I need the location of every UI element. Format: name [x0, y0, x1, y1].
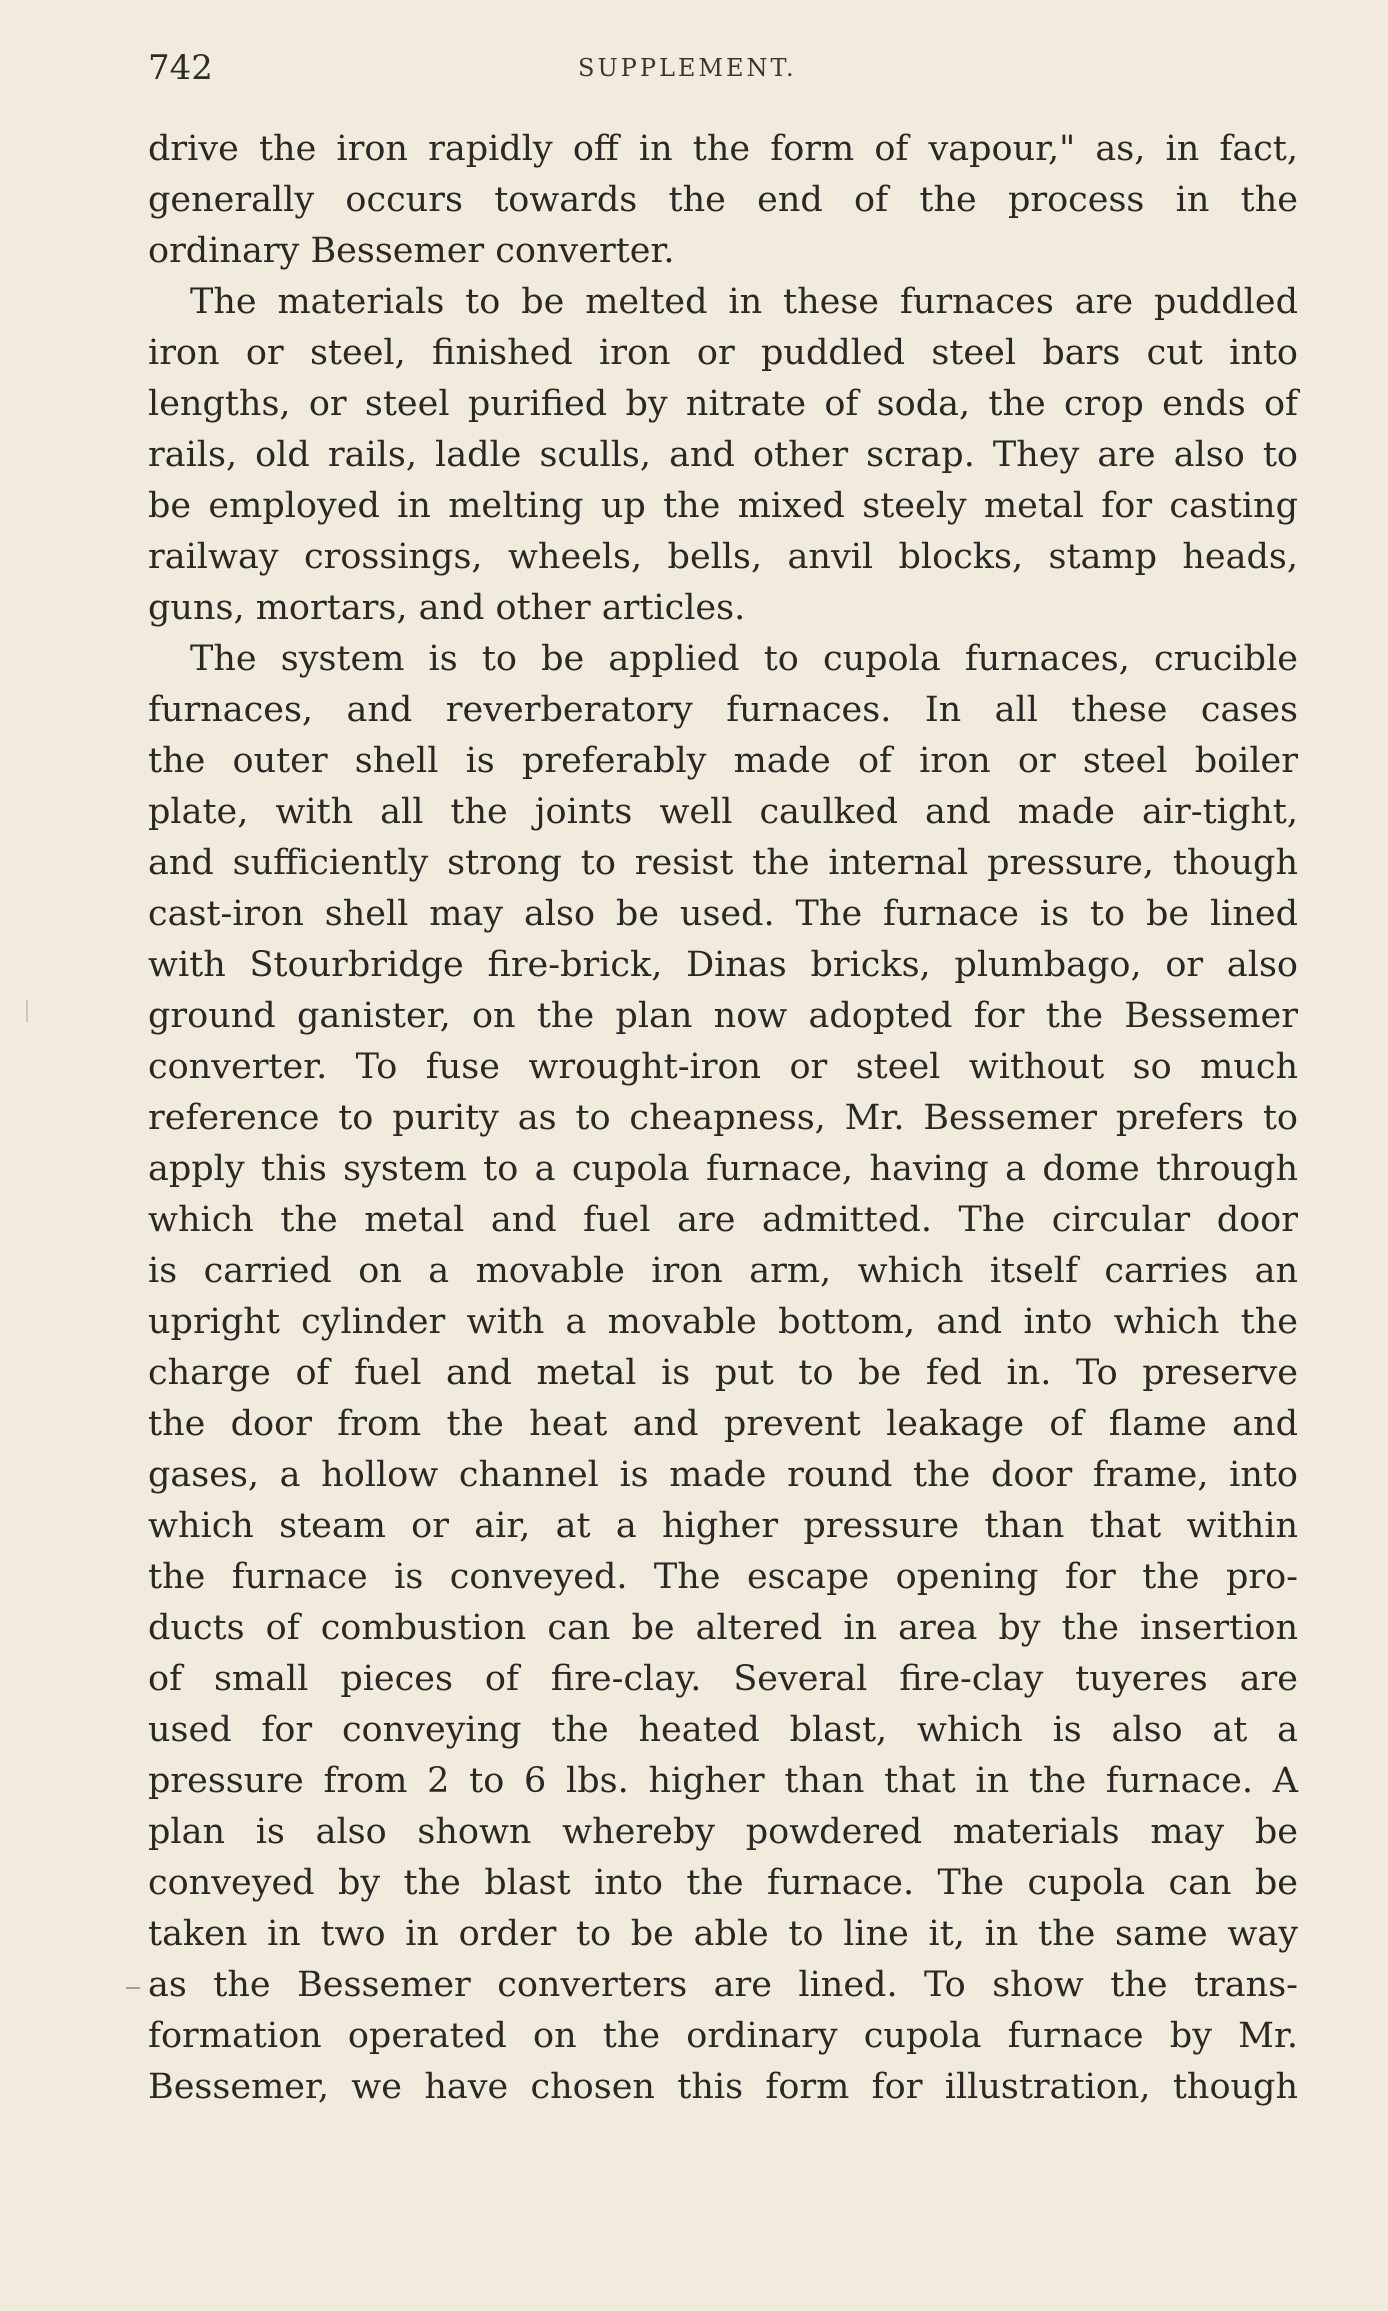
text-line: of small pieces of fire-clay. Several fire-clay tuyeres are	[148, 1659, 1298, 1699]
text-line: and sufficiently strong to resist the internal pressure, though	[148, 843, 1298, 883]
page-margin-mark	[26, 1000, 28, 1022]
text-line: reference to purity as to cheapness, Mr. Bessemer prefers to	[148, 1098, 1298, 1138]
text-line: drive the iron rapidly off in the form of vapour," as, in fact,	[148, 129, 1298, 169]
text-line: lengths, or steel purified by nitrate of soda, the crop ends of	[148, 384, 1298, 424]
text-line: plate, with all the joints well caulked and made air-tight,	[148, 792, 1298, 832]
text-line: as the Bessemer converters are lined. To show the trans-	[148, 1965, 1298, 2005]
text-line: charge of fuel and metal is put to be fed in. To preserve	[148, 1353, 1298, 1393]
text-line: conveyed by the blast into the furnace. The cupola can be	[148, 1863, 1298, 1903]
paragraph	[148, 124, 1298, 277]
text-line: ducts of combustion can be altered in area by the insertion	[148, 1608, 1298, 1648]
running-head: SUPPLEMENT.	[578, 54, 797, 82]
text-line: apply this system to a cupola furnace, having a dome through	[148, 1149, 1298, 1189]
text-line: The system is to be applied to cupola furnaces, crucible	[190, 639, 1298, 679]
text-line: is carried on a movable iron arm, which itself carries an	[148, 1251, 1298, 1291]
text-line: upright cylinder with a movable bottom, and into which the	[148, 1302, 1298, 1342]
text-line: be employed in melting up the mixed steely metal for casting	[148, 486, 1298, 526]
text-line: railway crossings, wheels, bells, anvil blocks, stamp heads,	[148, 537, 1298, 577]
text-line: furnaces, and reverberatory furnaces. In all these cases	[148, 690, 1298, 730]
page-number: 742	[148, 48, 213, 88]
text-line: ground ganister, on the plan now adopted for the Bessemer	[148, 996, 1298, 1036]
text-line: gases, a hollow channel is made round the door frame, into	[148, 1455, 1298, 1495]
paragraph	[148, 277, 1298, 634]
page-margin-mark	[126, 1987, 140, 1989]
body-text	[148, 124, 1298, 2113]
text-line: which steam or air, at a higher pressure than that within	[148, 1506, 1298, 1546]
text-line: generally occurs towards the end of the process in the	[148, 180, 1298, 220]
text-line: formation operated on the ordinary cupola furnace by Mr.	[148, 2016, 1298, 2056]
page-header	[148, 48, 1300, 88]
text-line: rails, old rails, ladle sculls, and other scrap. They are also to	[148, 435, 1298, 475]
text-line: converter. To fuse wrought-iron or steel without so much	[148, 1047, 1298, 1087]
text-line: guns, mortars, and other articles.	[148, 588, 746, 628]
text-line: taken in two in order to be able to line it, in the same way	[148, 1914, 1298, 1954]
text-line: the outer shell is preferably made of iron or steel boiler	[148, 741, 1298, 781]
paragraph	[148, 634, 1298, 2113]
text-line: the door from the heat and prevent leakage of flame and	[148, 1404, 1298, 1444]
text-line: cast-iron shell may also be used. The furnace is to be lined	[148, 894, 1298, 934]
text-line: used for conveying the heated blast, which is also at a	[148, 1710, 1298, 1750]
text-line: iron or steel, finished iron or puddled steel bars cut into	[148, 333, 1298, 373]
text-line: Bessemer, we have chosen this form for illustration, though	[148, 2067, 1298, 2107]
text-line: ordinary Bessemer converter.	[148, 231, 675, 271]
text-line: pressure from 2 to 6 lbs. higher than that in the furnace. A	[148, 1761, 1298, 1801]
text-line: the furnace is conveyed. The escape opening for the pro-	[148, 1557, 1298, 1597]
text-line: The materials to be melted in these furnaces are puddled	[190, 282, 1298, 322]
text-line: which the metal and fuel are admitted. The circular door	[148, 1200, 1298, 1240]
text-line: plan is also shown whereby powdered materials may be	[148, 1812, 1298, 1852]
text-line: with Stourbridge fire-brick, Dinas bricks, plumbago, or also	[148, 945, 1298, 985]
